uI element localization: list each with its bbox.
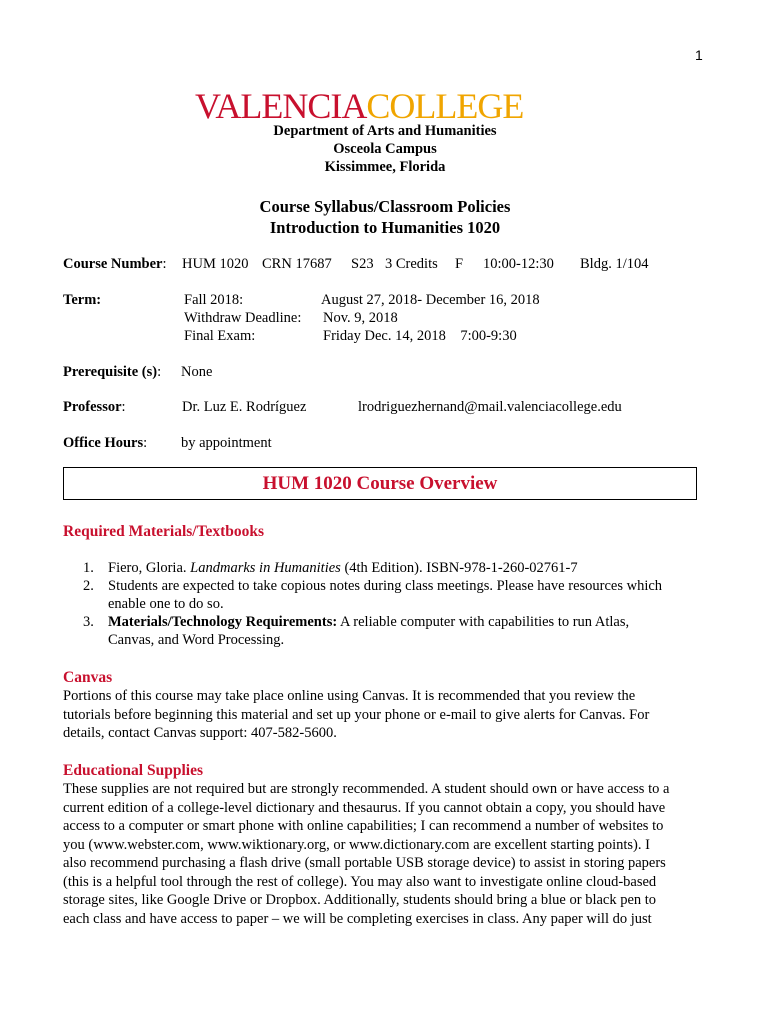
course-time: 10:00-12:30 bbox=[483, 256, 554, 272]
educational-supplies-heading: Educational Supplies bbox=[63, 762, 203, 779]
office-hours-colon: : bbox=[143, 435, 148, 451]
tech-requirements-text: A reliable computer with capabilities to run Atlas, bbox=[337, 614, 630, 630]
list-item bbox=[63, 559, 703, 577]
prerequisite-row bbox=[63, 363, 161, 381]
canvas-heading: Canvas bbox=[63, 669, 113, 686]
paragraph-line: storage sites, like Google Drive or Dropbox. Additionally, students should bring a blue or black pen to bbox=[63, 892, 657, 908]
logo-college: COLLEGE bbox=[366, 86, 524, 126]
professor-row bbox=[63, 398, 126, 416]
office-hours-label: Office Hours bbox=[63, 435, 144, 451]
term-value-1: August 27, 2018- December 16, 2018 bbox=[321, 292, 540, 308]
office-hours-row bbox=[63, 434, 147, 452]
list-number: 3. bbox=[83, 614, 94, 630]
course-number-row bbox=[63, 255, 167, 273]
office-hours-value: by appointment bbox=[181, 435, 272, 451]
paragraph-line: also recommend purchasing a flash drive (small portable USB storage device) to assist in storing papers bbox=[63, 855, 666, 871]
textbook-edition: (4th Edition). bbox=[340, 560, 427, 576]
textbook-author: Fiero, Gloria. bbox=[108, 560, 191, 576]
course-credits: 3 Credits bbox=[385, 256, 438, 272]
list-number: 2. bbox=[83, 578, 94, 594]
department: Department of Arts and Humanities bbox=[273, 123, 497, 139]
location: Kissimmee, Florida bbox=[324, 159, 446, 175]
educational-supplies-paragraph bbox=[63, 780, 703, 928]
canvas-paragraph bbox=[63, 687, 703, 743]
course-overview-title: HUM 1020 Course Overview bbox=[262, 473, 498, 494]
prerequisite-colon: : bbox=[157, 364, 162, 380]
document-title bbox=[0, 196, 770, 238]
course-section: S23 bbox=[351, 256, 374, 272]
page-number: 1 bbox=[695, 47, 703, 63]
professor-label: Professor bbox=[63, 399, 122, 415]
course-code: HUM 1020 bbox=[182, 256, 249, 272]
logo-valencia: VALENCIA bbox=[195, 86, 367, 126]
term-name-1: Fall 2018: bbox=[184, 292, 244, 308]
term-label: Term: bbox=[63, 292, 102, 308]
professor-colon: : bbox=[121, 399, 126, 415]
paragraph-line: each class and have access to paper – we will be completing exercises in class. Any paper will do just bbox=[63, 910, 652, 927]
paragraph-line: access to a computer or smart phone with online capabilities; I can recommend a number of websites to bbox=[63, 818, 664, 834]
paragraph-line: Portions of this course may take place online using Canvas. It is recommended that you review the bbox=[63, 688, 636, 704]
prerequisite-value: None bbox=[181, 364, 213, 380]
paragraph-line: These supplies are not required but are strongly recommended. A student should own or have access to a bbox=[63, 781, 670, 797]
list-item bbox=[63, 613, 703, 649]
list-item bbox=[63, 577, 703, 613]
course-number-label: Course Number bbox=[63, 256, 163, 272]
textbook-title: Landmarks in Humanities bbox=[190, 560, 341, 576]
materials-list bbox=[63, 559, 703, 649]
textbook-isbn: ISBN-978-1-260-02761-7 bbox=[426, 560, 578, 576]
course-crn: CRN 17687 bbox=[262, 256, 332, 272]
title-line-2: Introduction to Humanities 1020 bbox=[269, 218, 501, 237]
list-item-line: Canvas, and Word Processing. bbox=[108, 632, 285, 648]
list-number: 1. bbox=[83, 560, 94, 576]
college-logo bbox=[195, 88, 523, 124]
professor-name: Dr. Luz E. Rodríguez bbox=[182, 399, 307, 415]
paragraph-line: details, contact Canvas support: 407-582-5600. bbox=[63, 725, 337, 741]
term-value-2: Nov. 9, 2018 bbox=[323, 310, 398, 326]
prerequisite-label: Prerequisite (s) bbox=[63, 364, 158, 380]
required-materials-heading: Required Materials/Textbooks bbox=[63, 523, 265, 540]
campus: Osceola Campus bbox=[333, 141, 437, 157]
course-number-colon: : bbox=[162, 256, 167, 272]
paragraph-line: (this is a helpful tool through the rest of college). You may also want to investigate online cloud-based bbox=[63, 873, 657, 890]
title-line-1: Course Syllabus/Classroom Policies bbox=[259, 197, 511, 216]
course-overview-box bbox=[63, 467, 697, 500]
professor-email[interactable]: lrodriguezhernand@mail.valenciacollege.edu bbox=[358, 399, 622, 415]
course-bldg: Bldg. 1/104 bbox=[580, 256, 649, 272]
term-name-3: Final Exam: bbox=[184, 328, 256, 344]
term-name-2: Withdraw Deadline: bbox=[184, 310, 302, 326]
paragraph-line: you (www.webster.com, www.wiktionary.org, or www.dictionary.com are excellent starting points). I bbox=[63, 836, 650, 853]
paragraph-line: current edition of a college-level dictionary and thesaurus. If you cannot obtain a copy, you should have bbox=[63, 799, 666, 816]
paragraph-line: tutorials before beginning this material and set up your phone or e-mail to give alerts for Canvas. For bbox=[63, 706, 650, 723]
list-item-line: Students are expected to take copious notes during class meetings. Please have resources which bbox=[108, 578, 663, 594]
tech-requirements-label: Materials/Technology Requirements: bbox=[108, 614, 338, 630]
course-day: F bbox=[455, 256, 464, 272]
header-block bbox=[0, 122, 770, 176]
list-item-line: enable one to do so. bbox=[108, 596, 224, 612]
list-item-line bbox=[108, 613, 703, 631]
term-value-3: Friday Dec. 14, 2018 7:00-9:30 bbox=[323, 328, 517, 344]
